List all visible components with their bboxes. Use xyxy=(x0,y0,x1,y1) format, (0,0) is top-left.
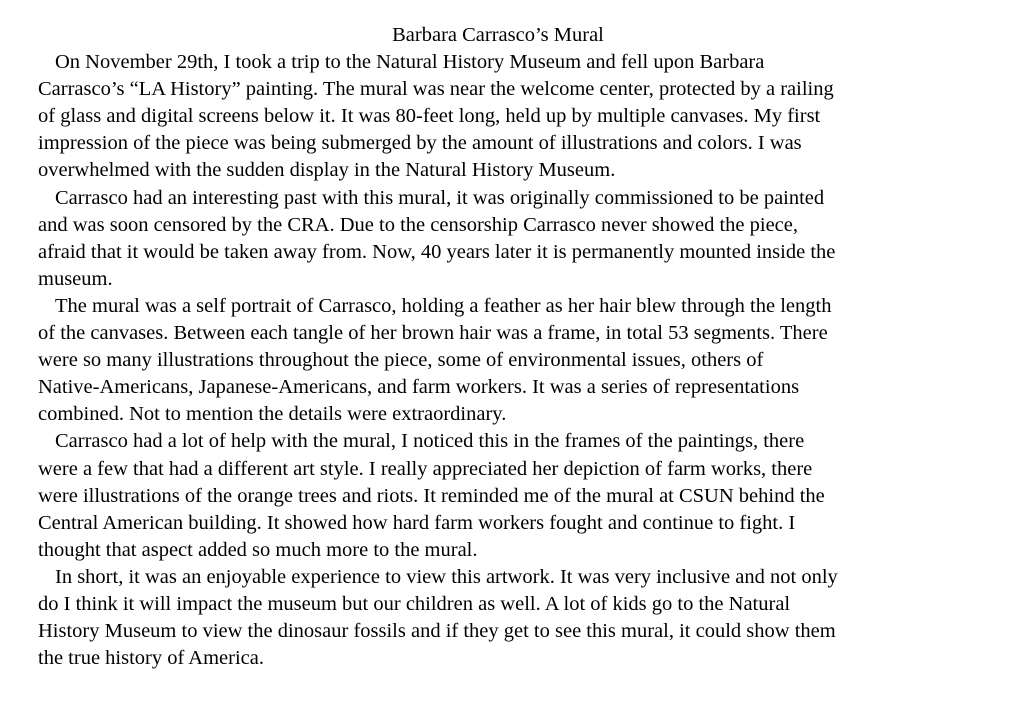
paragraph-line: In short, it was an enjoyable experience to view this artwork. It was very inclusive and not only xyxy=(55,565,838,588)
paragraph-line: Central American building. It showed how hard farm workers fought and continue to fight. I xyxy=(38,511,796,534)
paragraph-line: and was soon censored by the CRA. Due to the censorship Carrasco never showed the piece, xyxy=(38,213,798,236)
paragraph-line: History Museum to view the dinosaur fossils and if they get to see this mural, it could show them xyxy=(38,620,836,643)
paragraph-line: were so many illustrations throughout the piece, some of environmental issues, others of xyxy=(38,349,764,372)
paragraph-5 xyxy=(38,564,958,672)
paragraph-line: Carrasco had an interesting past with this mural, it was originally commissioned to be painted xyxy=(55,186,825,209)
paragraph-line: Carrasco had a lot of help with the mural, I noticed this in the frames of the paintings, there xyxy=(55,430,805,453)
paragraph-line: the true history of America. xyxy=(38,647,265,670)
paragraph-2 xyxy=(38,185,958,293)
paragraph-line: overwhelmed with the sudden display in the Natural History Museum. xyxy=(38,159,616,182)
paragraph-line: museum. xyxy=(38,267,113,290)
paragraph-line: The mural was a self portrait of Carrasco, holding a feather as her hair blew through the length xyxy=(55,294,832,317)
paragraph-4 xyxy=(38,428,958,563)
paragraph-line: of glass and digital screens below it. It was 80-feet long, held up by multiple canvases. My first xyxy=(38,105,821,128)
paragraph-line: Carrasco’s “LA History” painting. The mural was near the welcome center, protected by a railing xyxy=(38,78,834,101)
paragraph-line: thought that aspect added so much more to the mural. xyxy=(38,538,478,561)
paragraph-1 xyxy=(38,49,958,184)
paragraph-line: were a few that had a different art style. I really appreciated her depiction of farm works, there xyxy=(38,457,813,480)
paragraph-line: Native-Americans, Japanese-Americans, and farm workers. It was a series of representations xyxy=(38,376,800,399)
paragraph-line: impression of the piece was being submerged by the amount of illustrations and colors. I was xyxy=(38,132,802,155)
paragraph-3 xyxy=(38,293,958,428)
document xyxy=(38,22,958,672)
document-title: Barbara Carrasco’s Mural xyxy=(392,24,604,46)
paragraph-line: afraid that it would be taken away from. Now, 40 years later it is permanently mounted inside the xyxy=(38,240,836,263)
paragraph-line: were illustrations of the orange trees and riots. It reminded me of the mural at CSUN behind the xyxy=(38,484,825,507)
paragraph-line: On November 29th, I took a trip to the Natural History Museum and fell upon Barbara xyxy=(55,51,765,74)
paragraph-line: combined. Not to mention the details were extraordinary. xyxy=(38,403,507,426)
paragraph-line: of the canvases. Between each tangle of her brown hair was a frame, in total 53 segments. There xyxy=(38,322,828,345)
paragraph-line: do I think it will impact the museum but our children as well. A lot of kids go to the Natural xyxy=(38,592,791,615)
